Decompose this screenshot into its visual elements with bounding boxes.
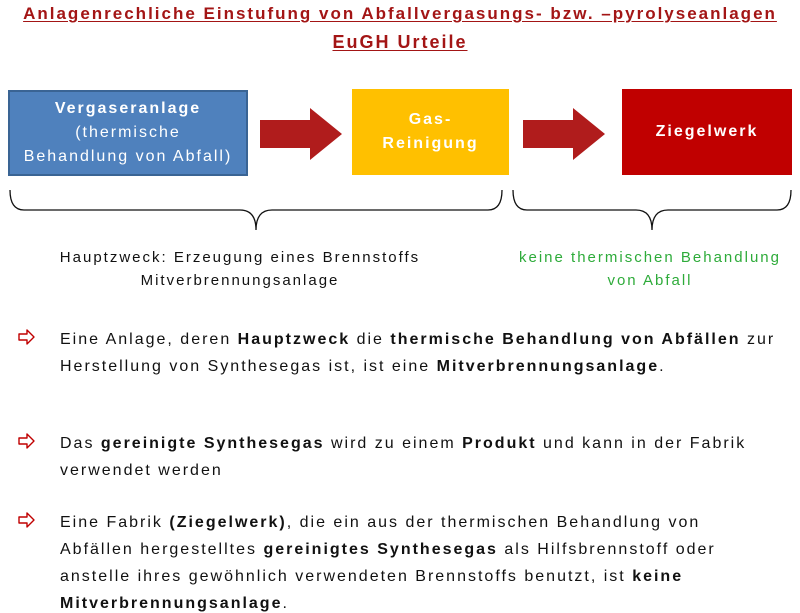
box-gasreinigung-line2: Reinigung <box>382 135 479 152</box>
box-vergaseranlage-line3: Behandlung von Abfall) <box>23 148 233 165</box>
hollow-arrow-icon <box>18 329 36 345</box>
bullet-text-2: Das gereinigte Synthesegas wird zu einem Produkt und kann in der Fabrik verwendet werden <box>60 435 747 479</box>
caption-right-line2: von Abfall <box>607 272 693 289</box>
bullet-item-1 <box>18 326 778 380</box>
brace-right <box>511 188 793 232</box>
bullet-text-3: Eine Fabrik (Ziegelwerk), die ein aus der thermischen Behandlung von Abfällen hergestelltes gereinigtes Synthesegas als Hilfsbrennstoff oder anstelle ihres gewöhnlich verwendeten Brennstoffs benutzt, ist keine Mitverbrennungsanlage. <box>60 514 716 612</box>
box-gasreinigung-line1: Gas- <box>408 111 453 128</box>
page-subtitle: EuGH Urteile <box>332 32 468 52</box>
page-title: Anlagenrechliche Einstufung von Abfallvergasungs- bzw. –pyrolyseanlagen <box>23 4 777 23</box>
hollow-arrow-icon <box>18 433 36 449</box>
brace-left <box>8 188 504 232</box>
box-vergaseranlage-line2: (thermische <box>75 124 181 141</box>
bullet-text-1: Eine Anlage, deren Hauptzweck die thermische Behandlung von Abfällen zur Herstellung von Synthesegas ist, ist eine Mitverbrennungsanlage. <box>60 331 776 375</box>
caption-right <box>500 246 800 292</box>
caption-left-line1: Hauptzweck: Erzeugung eines Brennstoffs <box>59 249 421 266</box>
box-vergaseranlage-line1: Vergaseranlage <box>54 100 202 117</box>
box-gasreinigung <box>352 89 509 175</box>
caption-left <box>20 246 460 292</box>
box-vergaseranlage <box>8 90 248 176</box>
caption-left-line2: Mitverbrennungsanlage <box>140 272 340 289</box>
bullet-item-3 <box>18 509 778 613</box>
hollow-arrow-icon <box>18 512 36 528</box>
box-ziegelwerk <box>622 89 792 175</box>
box-ziegelwerk-label: Ziegelwerk <box>655 123 759 140</box>
caption-right-line1: keine thermischen Behandlung <box>519 249 781 266</box>
flow-arrow-1 <box>260 108 342 160</box>
flow-arrow-2 <box>523 108 605 160</box>
bullet-item-2 <box>18 430 778 484</box>
